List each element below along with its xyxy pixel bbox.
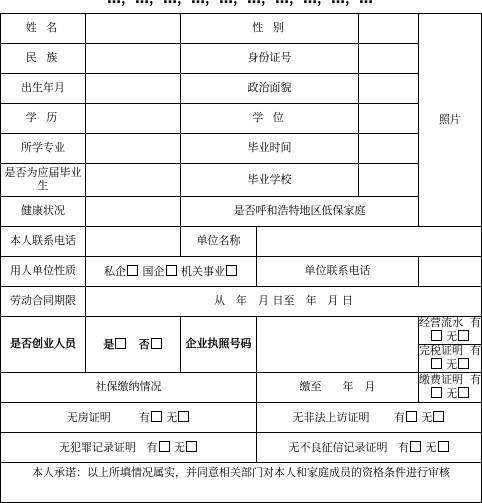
employer-name-label: 单位名称 [181,227,257,257]
option-state[interactable]: 国企 [143,265,178,278]
no-housing-cell [1,403,257,433]
phone-field[interactable] [86,227,181,257]
graduation-time-field[interactable] [359,134,419,164]
commitment-text: 本人承诺：以上所填情况属实，并同意相关部门对本人和家庭成员的资格条件进行审核 [1,463,482,503]
gender-field[interactable] [359,14,419,44]
phone-label: 本人联系电话 [1,227,86,257]
no-criminal-no[interactable]: 无 [174,441,198,454]
contract-label: 劳动合同期限 [1,287,86,317]
revenue-no[interactable]: 无 [446,330,470,343]
no-housing-no[interactable]: 无 [166,411,190,424]
no-housing-label: 无房证明 [66,410,111,424]
row-criminal [1,433,482,463]
employer-name-field[interactable] [257,227,482,257]
no-criminal-yes[interactable]: 有 [147,441,171,454]
education-field[interactable] [86,104,181,134]
political-status-label: 政治面貌 [181,74,359,104]
no-petition-no[interactable]: 无 [421,411,445,424]
degree-label: 学 位 [181,104,359,134]
checkbox-icon [159,441,170,452]
checkbox-icon [431,358,442,369]
no-petition-yes[interactable]: 有 [394,411,418,424]
row-health [1,197,482,227]
checkbox-icon [115,338,126,349]
major-label: 所学专业 [1,134,86,164]
fresh-graduate-field[interactable] [86,164,181,197]
application-form-table [0,13,482,503]
checkbox-icon [433,411,444,422]
payment-proof-yes[interactable]: 有 [430,373,481,400]
no-criminal-cell [1,433,257,463]
employer-type-options [86,257,257,287]
tax-no[interactable]: 无 [446,358,470,371]
no-criminal-label: 无犯罪记录证明 [59,440,136,454]
political-status-field[interactable] [359,74,419,104]
row-phone [1,227,482,257]
no-petition-label: 无非法上访证明 [292,410,370,424]
row-ethnicity [1,44,482,74]
education-label: 学 历 [1,104,86,134]
tax-yes[interactable]: 有 [430,344,481,371]
option-private[interactable]: 私企 [104,265,139,278]
id-number-label: 身份证号 [181,44,359,74]
row-fresh-graduate [1,164,482,197]
degree-field[interactable] [359,104,419,134]
row-contract [1,287,482,317]
checkbox-icon [458,330,469,341]
checkbox-icon [127,265,138,276]
low-income-label: 是否呼和浩特地区低保家庭 [181,197,419,227]
payment-proof-cell: 缴费证明 有 无 [419,373,482,403]
checkbox-icon [431,387,442,398]
startup-yes-option[interactable]: 是 [103,338,127,351]
checkbox-icon [226,265,237,276]
photo-cell[interactable]: 照片 [419,14,482,227]
revenue-cell: 经营流水 有 无 [419,316,481,343]
paid-until-cell[interactable]: 缴至 年 月 [257,373,419,403]
row-major [1,134,482,164]
row-employer-type [1,257,482,287]
school-label: 毕业学校 [181,164,359,197]
graduation-time-label: 毕业时间 [181,134,359,164]
option-public[interactable]: 机关事业 [181,265,238,278]
checkbox-icon [151,411,162,422]
revenue-yes[interactable]: 有 [430,316,481,343]
name-label: 姓 名 [1,14,86,44]
checkbox-icon [166,265,177,276]
checkbox-icon [410,441,421,452]
checkbox-icon [178,411,189,422]
payment-proof-no[interactable]: 无 [446,387,470,400]
ethnicity-field[interactable] [86,44,181,74]
health-label: 健康状况 [1,197,86,227]
checkbox-icon [186,441,197,452]
social-security-label: 社保缴纳情况 [1,373,257,403]
license-label: 企业执照号码 [181,317,257,373]
no-bad-credit-no[interactable]: 无 [426,441,450,454]
birth-field[interactable] [86,74,181,104]
tax-cell: 完税证明 有 无 [419,344,481,371]
fresh-graduate-label: 是否为应届毕业生 [1,164,86,197]
row-housing [1,403,482,433]
ethnicity-label: 民 族 [1,44,86,74]
employer-phone-label: 单位联系电话 [257,257,419,287]
row-commitment [1,463,482,503]
gender-label: 性 别 [181,14,359,44]
birth-label: 出生年月 [1,74,86,104]
name-field[interactable] [86,14,181,44]
row-startup-top [1,317,482,345]
startup-options [86,317,181,373]
license-field[interactable] [257,317,419,373]
row-name [1,14,482,44]
no-bad-credit-label: 无不良征信记录证明 [288,440,388,454]
row-education [1,104,482,134]
row-birth [1,74,482,104]
no-bad-credit-yes[interactable]: 有 [398,441,422,454]
form-title-fragment [0,0,480,6]
checkbox-icon [406,411,417,422]
checkbox-icon [458,358,469,369]
major-field[interactable] [86,134,181,164]
id-number-field[interactable] [359,44,419,74]
contract-period[interactable]: 从 年 月 日至 年 月 日 [86,287,482,317]
startup-label: 是否创业人员 [1,317,86,373]
startup-no-option[interactable]: 否 [139,338,163,351]
checkbox-icon [151,338,162,349]
row-social-security [1,373,482,403]
no-housing-yes[interactable]: 有 [139,411,163,424]
health-field[interactable] [86,197,181,227]
no-bad-credit-cell [257,433,482,463]
checkbox-icon [431,330,442,341]
employer-type-label: 用人单位性质 [1,257,86,287]
employer-phone-field[interactable] [419,257,482,287]
checkbox-icon [438,441,449,452]
school-field[interactable] [359,164,419,197]
no-petition-cell [257,403,482,433]
checkbox-icon [458,387,469,398]
